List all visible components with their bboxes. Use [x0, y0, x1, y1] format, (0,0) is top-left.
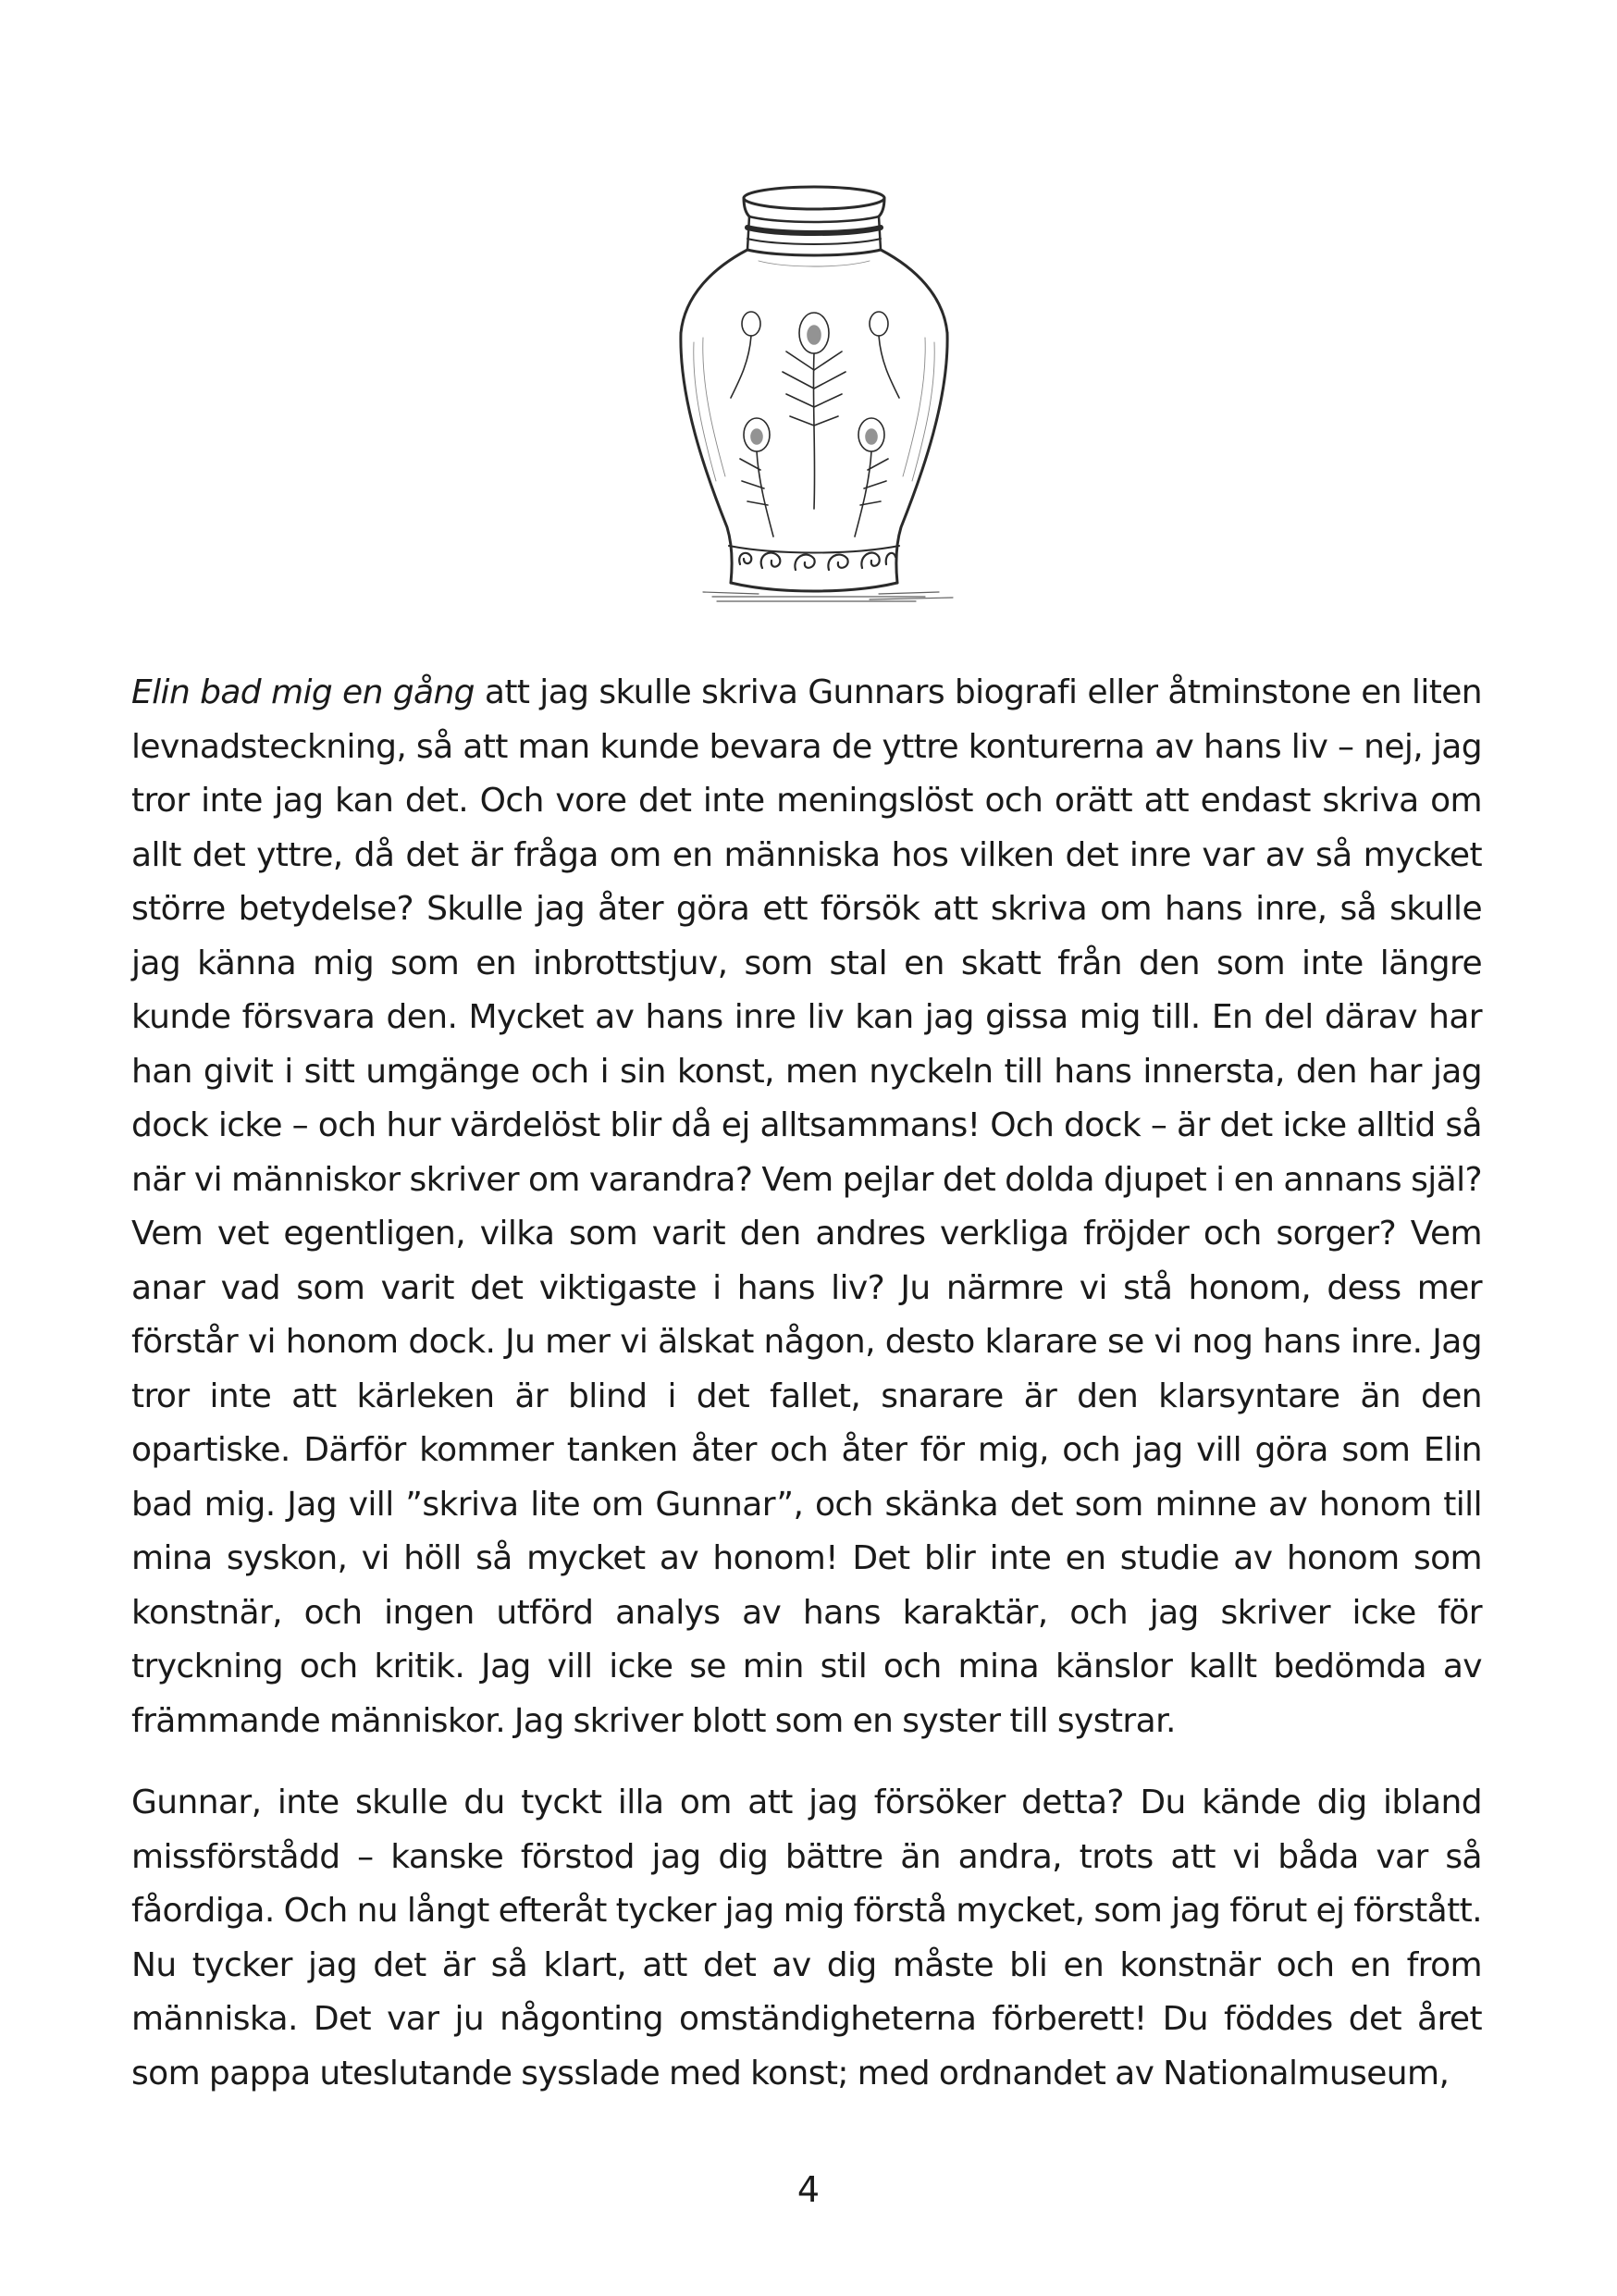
paragraph-1 [131, 666, 1482, 1748]
paragraph-2 [131, 1776, 1482, 2101]
paragraph-1-italic-lead: Elin bad mig en gång [131, 673, 475, 711]
page-number: 4 [796, 2169, 821, 2210]
vase-drawing-icon [648, 176, 981, 620]
paragraph-2-text: Gunnar, inte skulle du tyckt illa om att jag försöker detta? Du kände dig ibland missförstådd – kanske förstod jag dig bättre än andra, trots att vi båda var så fåordiga. Och nu långt efteråt tycker jag mig förstå mycket, som jag förut ej förstått. Nu tycker jag det är så klart, att det av dig måste bli en konstnär och en from människa. Det var ju någonting omständigheterna förberett! Du föddes det året som pappa uteslutande sysslade med konst; med ordnandet av Nationalmuseum, [131, 1784, 1482, 2092]
body-text [131, 666, 1482, 2101]
paragraph-1-text: att jag skulle skriva Gunnars biografi eller åtminstone en liten levnadsteckning, så att man kunde bevara de yttre konturerna av hans liv – nej, jag tror inte jag kan det. Och vore det inte meningslöst och orätt att endast skriva om allt det yttre, då det är fråga om en människa hos vilken det inre var av så mycket större betydelse? Skulle jag åter göra ett försök att skriva om hans inre, så skulle jag känna mig som en inbrottstjuv, som stal en skatt från den som inte längre kunde försvara den. Mycket av hans inre liv kan jag gissa mig till. En del därav har han givit i sitt umgänge och i sin konst, men nyckeln till hans innersta, den har jag dock icke – och hur värdelöst blir då ej alltsammans! Och dock – är det icke alltid så när vi människor skriver om varandra? Vem pejlar det dolda djupet i en annans själ? Vem vet egentligen, vilka som varit den andres verkliga fröjder och sorger? Vem anar vad som varit det viktigaste i hans liv? Ju närmre vi stå honom, dess mer förstår vi honom dock. Ju mer vi älskat någon, desto klarare se vi nog hans inre. Jag tror inte att kärleken är blind i det fallet, snarare är den klarsyntare än den opartiske. Därför kommer tanken åter och åter för mig, och jag vill göra som Elin bad mig. Jag vill ”skriva lite om Gunnar”, och skänka det som minne av honom till mina syskon, vi höll så mycket av honom! Det blir inte en studie av honom som konstnär, och ingen utförd analys av hans karaktär, och jag skriver icke för tryckning och kritik. Jag vill icke se min stil och mina känslor kallt bedömda av främmande människor. Jag skriver blott som en syster till systrar. [131, 673, 1482, 1740]
